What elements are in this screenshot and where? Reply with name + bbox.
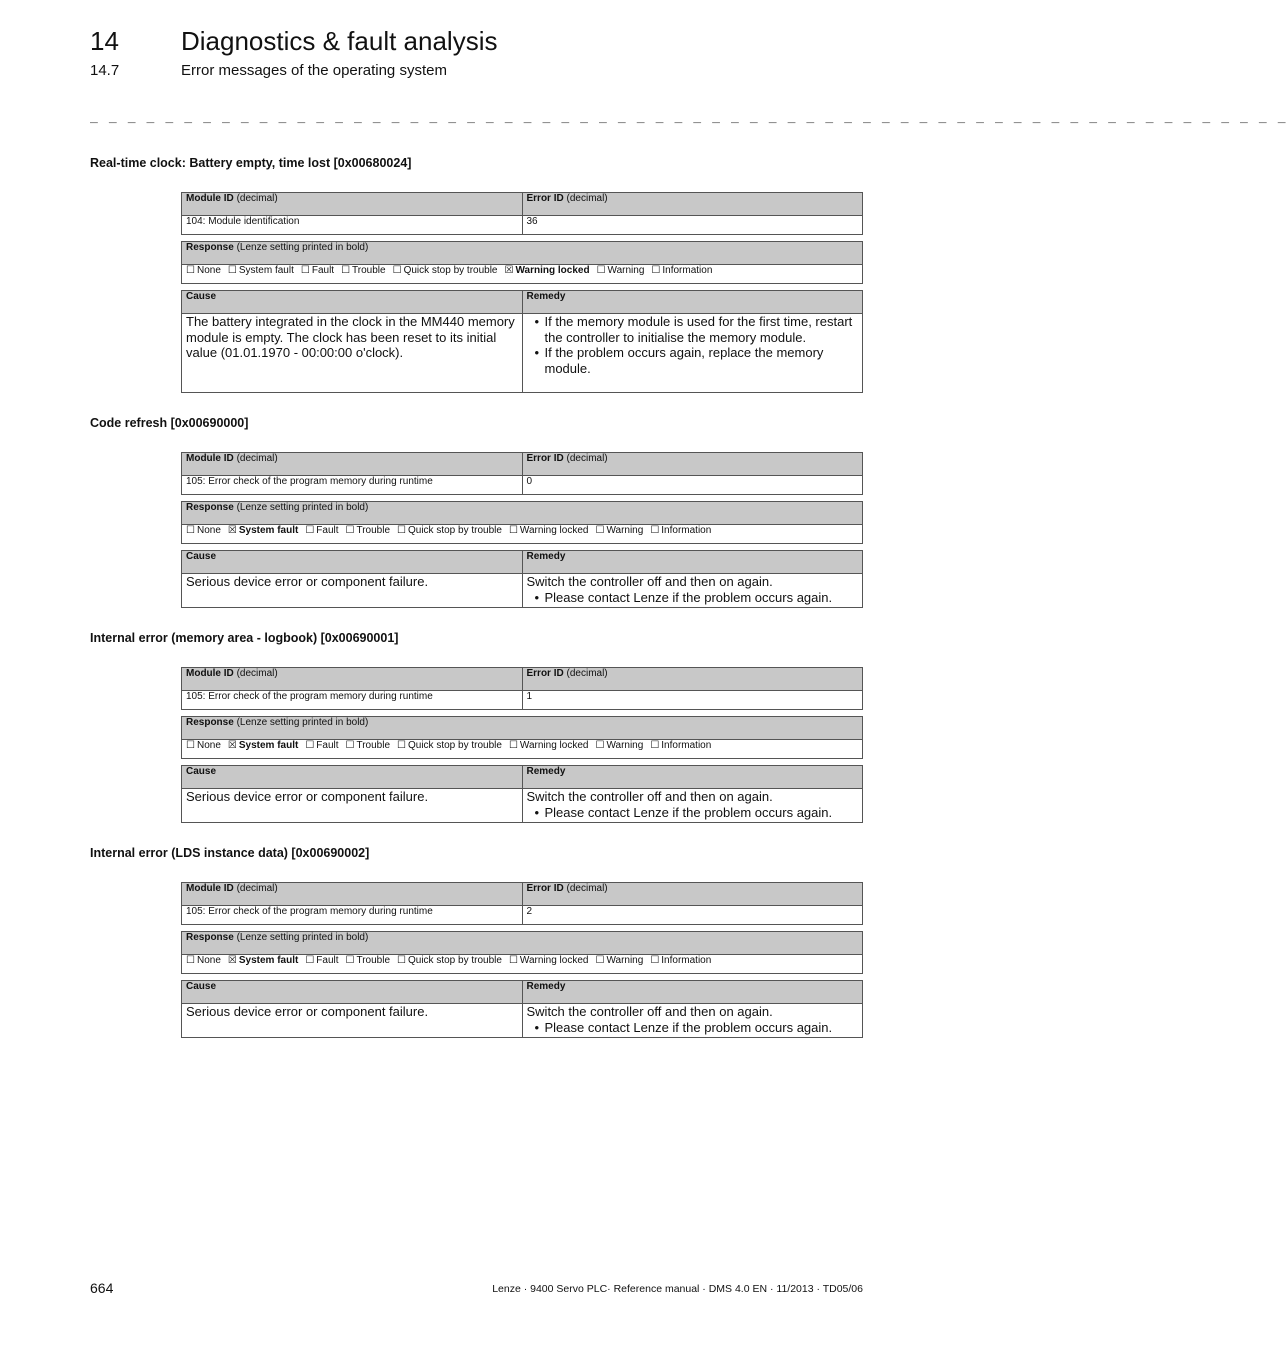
response-option (305, 525, 338, 536)
response-option-label: Warning locked (519, 955, 589, 966)
remedy-intro: Switch the controller off and then on again. (526, 574, 773, 589)
unchecked-box-icon: ☐ (397, 740, 406, 751)
response-option (509, 955, 589, 966)
id-table (181, 882, 863, 925)
response-option (305, 740, 338, 751)
unchecked-box-icon: ☐ (508, 955, 518, 966)
cause-remedy-table (181, 290, 863, 393)
chapter-number: 14 (90, 26, 119, 56)
cause-remedy-table (181, 550, 863, 608)
remedy-item: • If the memory module is used for the first time, restart the controller to initialise the memory module. (545, 314, 859, 345)
response-option (228, 955, 298, 966)
response-option-label: Trouble (356, 740, 391, 751)
remedy-cell (522, 1004, 863, 1038)
response-option-label: Warning (607, 265, 645, 276)
response-option (228, 740, 298, 751)
module-id-value: 104: Module identification (182, 216, 523, 235)
response-option (186, 740, 221, 751)
cause-header: Cause (182, 981, 523, 1004)
unchecked-box-icon: ☐ (650, 740, 660, 751)
cause-header: Cause (182, 766, 523, 789)
module-id-header: Module ID (decimal) (182, 193, 523, 216)
response-table (181, 931, 863, 974)
unchecked-box-icon: ☐ (508, 525, 518, 536)
response-option-label: Warning locked (515, 265, 590, 276)
response-option (597, 265, 645, 276)
unchecked-box-icon: ☐ (341, 265, 351, 276)
response-option-label: Quick stop by trouble (408, 955, 502, 966)
response-option-label: Fault (311, 265, 335, 276)
checked-box-icon: ☒ (227, 525, 237, 536)
response-option-label: None (196, 265, 221, 276)
unchecked-box-icon: ☐ (397, 955, 406, 966)
remedy-cell (522, 574, 863, 608)
remedy-header: Remedy (522, 291, 863, 314)
response-option (505, 265, 590, 276)
remedy-item: • Please contact Lenze if the problem occurs again. (545, 1020, 859, 1036)
document-info: Lenze · 9400 Servo PLC· Reference manual · DMS 4.0 EN · 11/2013 · TD05/06 (492, 1283, 863, 1295)
response-option (346, 525, 391, 536)
module-id-header: Module ID (decimal) (182, 453, 523, 476)
unchecked-box-icon: ☐ (595, 740, 605, 751)
response-option (346, 955, 391, 966)
cause-header: Cause (182, 551, 523, 574)
response-option (393, 265, 498, 276)
error-block (181, 452, 863, 608)
response-option (228, 525, 298, 536)
response-option-label: Fault (316, 955, 339, 966)
remedy-cell (522, 314, 863, 393)
response-option (186, 265, 221, 276)
section-title: Error messages of the operating system (181, 62, 447, 79)
checked-box-icon: ☒ (504, 265, 514, 276)
response-option-label: Warning locked (519, 740, 589, 751)
response-option (341, 265, 386, 276)
response-option-label: Warning (606, 740, 644, 751)
response-option-label: Fault (316, 525, 339, 536)
error-id-header: Error ID (decimal) (522, 883, 863, 906)
module-id-value: 105: Error check of the program memory during runtime (182, 476, 523, 495)
response-table (181, 241, 863, 284)
response-option-label: Warning (606, 525, 644, 536)
response-option-label: Warning (606, 955, 644, 966)
unchecked-box-icon: ☐ (305, 740, 315, 751)
response-table (181, 716, 863, 759)
response-option-label: None (196, 955, 221, 966)
unchecked-box-icon: ☐ (186, 265, 195, 276)
unchecked-box-icon: ☐ (595, 525, 605, 536)
error-block (181, 192, 863, 393)
error-title: Internal error (memory area - logbook) [0x00690001] (90, 631, 399, 645)
response-option-label: Trouble (356, 525, 391, 536)
response-option (650, 955, 711, 966)
response-option-label: Information (661, 955, 712, 966)
cause-text: Serious device error or component failure. (182, 1004, 523, 1038)
remedy-header: Remedy (522, 551, 863, 574)
error-block (181, 882, 863, 1038)
unchecked-box-icon: ☐ (300, 265, 310, 276)
cause-text: Serious device error or component failure. (182, 574, 523, 608)
response-option (650, 740, 711, 751)
unchecked-box-icon: ☐ (186, 955, 195, 966)
response-options (182, 955, 863, 974)
response-option (346, 740, 391, 751)
id-table (181, 192, 863, 235)
remedy-header: Remedy (522, 981, 863, 1004)
response-option (509, 525, 589, 536)
remedy-intro: Switch the controller off and then on again. (526, 1004, 773, 1019)
response-option-label: Trouble (356, 955, 391, 966)
cause-header: Cause (182, 291, 523, 314)
error-block (181, 667, 863, 823)
error-title: Code refresh [0x00690000] (90, 416, 249, 430)
error-id-header: Error ID (decimal) (522, 668, 863, 691)
unchecked-box-icon: ☐ (345, 740, 355, 751)
response-option (397, 955, 502, 966)
response-header: Response (Lenze setting printed in bold) (182, 717, 863, 740)
response-option-label: System fault (238, 955, 299, 966)
unchecked-box-icon: ☐ (345, 955, 355, 966)
response-option (301, 265, 334, 276)
unchecked-box-icon: ☐ (305, 525, 315, 536)
response-option (650, 525, 711, 536)
unchecked-box-icon: ☐ (392, 265, 402, 276)
remedy-item: • Please contact Lenze if the problem occurs again. (545, 590, 859, 606)
response-option (228, 265, 294, 276)
response-option-label: System fault (238, 740, 299, 751)
response-option-label: Quick stop by trouble (408, 740, 502, 751)
response-option-label: Warning locked (519, 525, 589, 536)
response-option-label: Quick stop by trouble (408, 525, 502, 536)
module-id-header: Module ID (decimal) (182, 883, 523, 906)
remedy-cell (522, 789, 863, 823)
response-option (186, 525, 221, 536)
response-option (595, 740, 643, 751)
module-id-value: 105: Error check of the program memory during runtime (182, 906, 523, 925)
response-header: Response (Lenze setting printed in bold) (182, 932, 863, 955)
response-header: Response (Lenze setting printed in bold) (182, 242, 863, 265)
header-rule: _ _ _ _ _ _ _ _ _ _ _ _ _ _ _ _ _ _ _ _ _ _ _ _ _ _ _ _ _ _ _ _ _ _ _ _ _ _ _ _ _ _ _ _ _ _ _ _ _ _ _ _ _ _ _ _ _ _ _ _ _ _ _ _ (90, 109, 1287, 124)
response-option-label: Information (662, 265, 713, 276)
id-table (181, 452, 863, 495)
response-option-label: None (196, 525, 221, 536)
unchecked-box-icon: ☐ (305, 955, 315, 966)
response-option-label: System fault (238, 265, 294, 276)
cause-text: The battery integrated in the clock in the MM440 memory module is empty. The clock has been reset to its initial value (01.01.1970 - 00:00:00 o'clock). (182, 314, 523, 393)
unchecked-box-icon: ☐ (186, 740, 195, 751)
response-option-label: Information (661, 740, 712, 751)
response-option-label: None (196, 740, 221, 751)
response-option (595, 525, 643, 536)
response-option-label: System fault (238, 525, 299, 536)
response-option-label: Fault (316, 740, 339, 751)
error-id-header: Error ID (decimal) (522, 453, 863, 476)
checked-box-icon: ☒ (227, 740, 237, 751)
unchecked-box-icon: ☐ (227, 265, 237, 276)
unchecked-box-icon: ☐ (650, 525, 660, 536)
unchecked-box-icon: ☐ (397, 525, 406, 536)
cause-remedy-table (181, 980, 863, 1038)
response-option (397, 525, 502, 536)
response-option (509, 740, 589, 751)
section-number: 14.7 (90, 62, 120, 79)
unchecked-box-icon: ☐ (650, 955, 660, 966)
id-table (181, 667, 863, 710)
response-option (305, 955, 338, 966)
cause-remedy-table (181, 765, 863, 823)
checked-box-icon: ☒ (227, 955, 237, 966)
cause-text: Serious device error or component failure. (182, 789, 523, 823)
response-option-label: Quick stop by trouble (403, 265, 498, 276)
response-option (595, 955, 643, 966)
remedy-header: Remedy (522, 766, 863, 789)
unchecked-box-icon: ☐ (345, 525, 355, 536)
response-option (397, 740, 502, 751)
response-option (651, 265, 712, 276)
error-id-value: 0 (522, 476, 863, 495)
response-options (182, 525, 863, 544)
unchecked-box-icon: ☐ (651, 265, 661, 276)
remedy-item: • If the problem occurs again, replace the memory module. (545, 345, 859, 376)
module-id-value: 105: Error check of the program memory during runtime (182, 691, 523, 710)
response-table (181, 501, 863, 544)
response-options (182, 265, 863, 284)
unchecked-box-icon: ☐ (596, 265, 606, 276)
error-title: Internal error (LDS instance data) [0x00690002] (90, 846, 370, 860)
remedy-item: • Please contact Lenze if the problem occurs again. (545, 805, 859, 821)
error-id-value: 36 (522, 216, 863, 235)
page-number: 664 (90, 1280, 114, 1296)
response-header: Response (Lenze setting printed in bold) (182, 502, 863, 525)
response-option (186, 955, 221, 966)
remedy-intro: Switch the controller off and then on again. (526, 789, 773, 804)
response-options (182, 740, 863, 759)
response-option-label: Trouble (352, 265, 386, 276)
unchecked-box-icon: ☐ (508, 740, 518, 751)
error-title: Real-time clock: Battery empty, time lost [0x00680024] (90, 156, 412, 170)
error-id-value: 1 (522, 691, 863, 710)
error-id-header: Error ID (decimal) (522, 193, 863, 216)
unchecked-box-icon: ☐ (595, 955, 605, 966)
unchecked-box-icon: ☐ (186, 525, 195, 536)
module-id-header: Module ID (decimal) (182, 668, 523, 691)
error-id-value: 2 (522, 906, 863, 925)
chapter-title: Diagnostics & fault analysis (181, 26, 498, 56)
response-option-label: Information (661, 525, 712, 536)
